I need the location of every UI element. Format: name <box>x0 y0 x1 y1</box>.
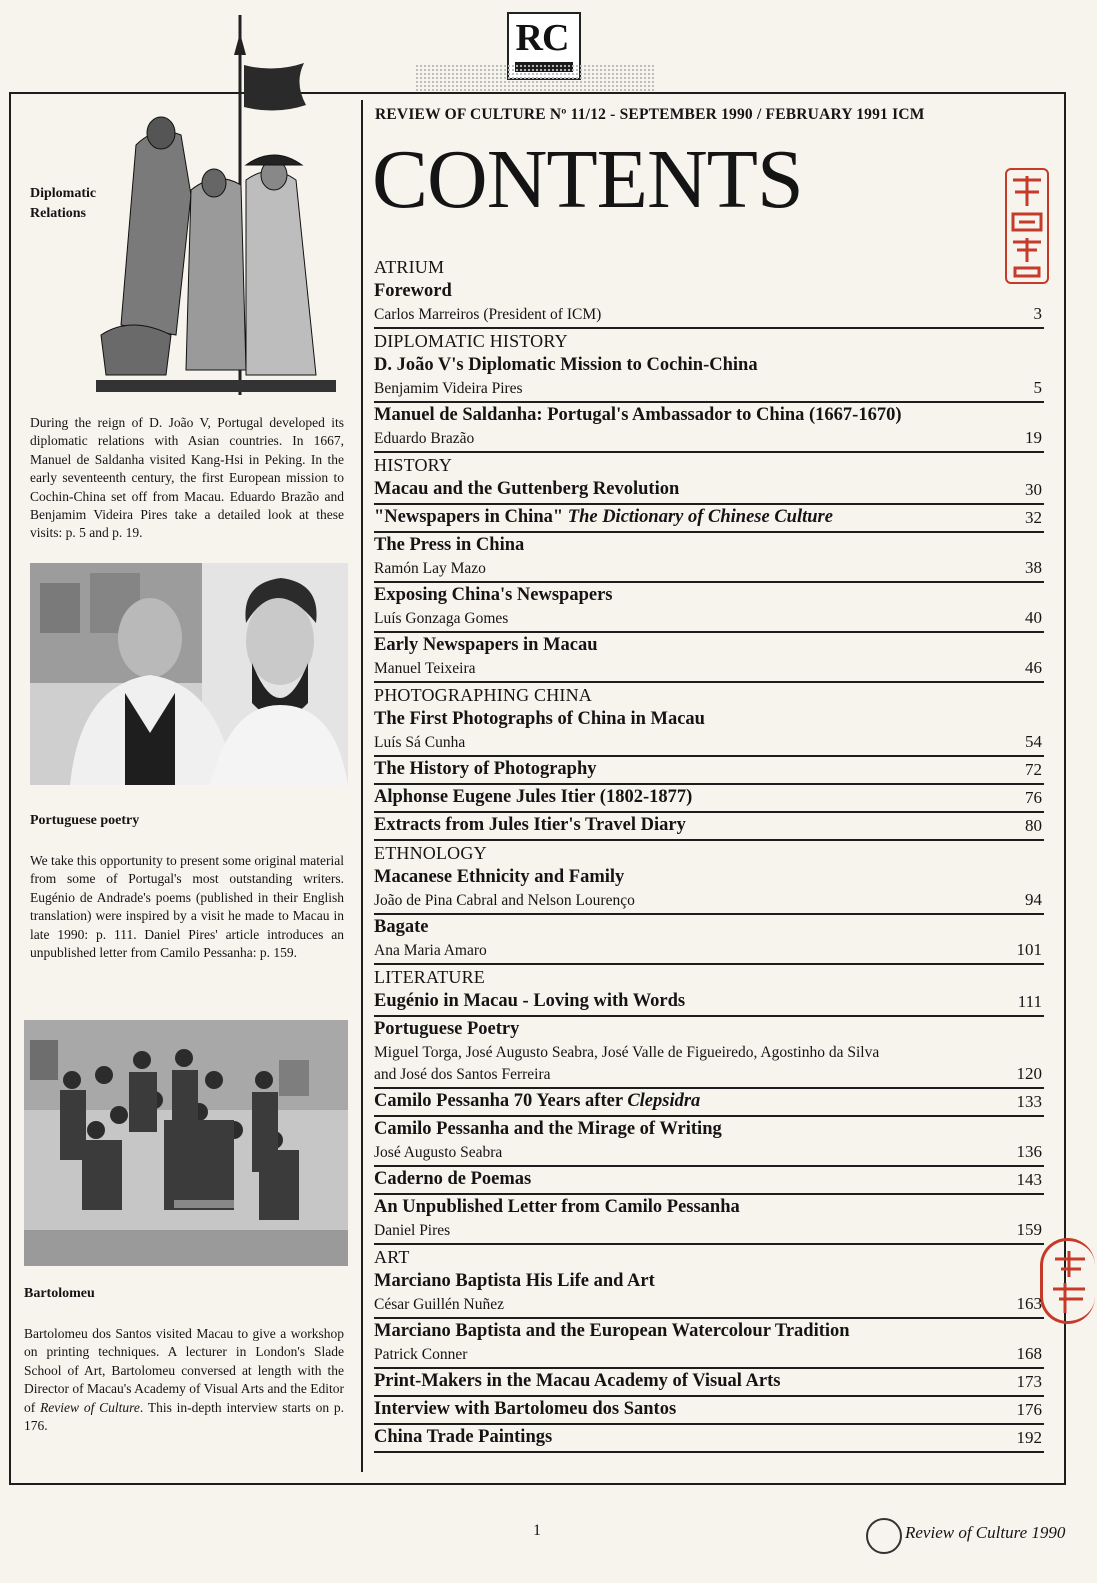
entry-title: China Trade Paintings <box>374 1427 553 1447</box>
entry-page: 111 <box>1017 992 1042 1011</box>
entry-page: 133 <box>1016 1092 1042 1111</box>
entry-title: Marciano Baptista and the European Watercolour Tradition <box>374 1321 850 1341</box>
entry-title: Eugénio in Macau - Loving with Words <box>374 991 686 1011</box>
toc-entry[interactable] <box>374 1195 1044 1245</box>
entry-page: 101 <box>1016 940 1042 959</box>
entry-title: Early Newspapers in Macau <box>374 635 598 655</box>
engraving-svg <box>96 5 336 405</box>
entry-author-cont: and José dos Santos Ferreira <box>374 1066 551 1083</box>
toc-entry[interactable] <box>374 505 1044 533</box>
bartolomeu-text-pre: Bartolomeu dos Santos visited Macau to give a workshop on printing techniques. A lecturer in London's Slade School of Art, Bartolomeu conversed at length with the Director of Macau's Academy of Visual Arts and the Editor of <box>24 1326 344 1415</box>
entry-page: 19 <box>1025 428 1042 447</box>
toc-entry[interactable] <box>374 1089 1044 1117</box>
entry-title: Manuel de Saldanha: Portugal's Ambassador to China (1667-1670) <box>374 405 902 425</box>
entry-title <box>374 1089 700 1114</box>
entry-page: 94 <box>1025 890 1042 909</box>
entry-title: Alphonse Eugene Jules Itier (1802-1877) <box>374 787 693 807</box>
entry-page: 54 <box>1025 732 1042 751</box>
entry-page: 5 <box>1033 378 1042 397</box>
toc-entry[interactable] <box>374 915 1044 965</box>
entry-page: 159 <box>1016 1220 1042 1239</box>
footer-brand: Review of Culture 1990 <box>905 1523 1066 1542</box>
entry-page: 168 <box>1016 1344 1042 1363</box>
entry-author: Luís Sá Cunha <box>374 734 466 751</box>
toc-entry[interactable] <box>374 1167 1044 1195</box>
entry-title-text: "Newspapers in China" <box>374 507 568 527</box>
section-heading: DIPLOMATIC HISTORY <box>374 331 568 351</box>
entry-title: Caderno de Poemas <box>374 1169 532 1189</box>
section-heading: LITERATURE <box>374 967 485 987</box>
entry-page: 176 <box>1016 1400 1042 1419</box>
toc-entry[interactable] <box>374 633 1044 683</box>
entry-author: Miguel Torga, José Augusto Seabra, José Valle de Figueiredo, Agostinho da Silva <box>374 1044 880 1061</box>
entry-author: Eduardo Brazão <box>374 430 475 447</box>
entry-title: D. João V's Diplomatic Mission to Cochin-China <box>374 355 758 375</box>
entry-author: Ana Maria Amaro <box>374 942 487 959</box>
entry-page: 46 <box>1025 658 1042 677</box>
entry-page: 80 <box>1025 816 1042 835</box>
bartolomeu-caption <box>24 1325 344 1435</box>
bartolomeu-heading: Bartolomeu <box>24 1286 95 1301</box>
section-heading: ETHNOLOGY <box>374 843 487 863</box>
toc-entry[interactable] <box>374 1369 1044 1397</box>
entry-page: 30 <box>1025 480 1042 499</box>
toc-entry[interactable] <box>374 403 1044 453</box>
page-title: CONTENTS <box>372 133 803 226</box>
poetry-caption: We take this opportunity to present some original material from some of Portugal's most outstanding writers. Eugénio de Andrade's poems (published in their English translation) were inspired by a visit he made to Macau in late 1990: p. 111. Daniel Pires' article introduces an unpublished letter from Camilo Pessanha: p. 159. <box>30 853 344 961</box>
toc-entry[interactable] <box>374 583 1044 633</box>
entry-page: 3 <box>1033 304 1042 323</box>
entry-title: Portuguese Poetry <box>374 1019 520 1039</box>
entry-author: Ramón Lay Mazo <box>374 560 486 577</box>
entry-author: César Guillén Nuñez <box>374 1296 504 1313</box>
toc-entry[interactable] <box>374 353 1044 403</box>
entry-page: 32 <box>1025 508 1042 527</box>
diplomatic-heading: Diplomatic Relations <box>30 186 97 221</box>
entry-page: 136 <box>1016 1142 1042 1161</box>
toc-entry[interactable] <box>374 477 1044 505</box>
entry-title: Interview with Bartolomeu dos Santos <box>374 1399 677 1419</box>
entry-title: Marciano Baptista His Life and Art <box>374 1271 655 1291</box>
toc-entry[interactable] <box>374 533 1044 583</box>
masthead: REVIEW OF CULTURE Nº 11/12 - SEPTEMBER 1990 / FEBRUARY 1991 ICM <box>375 106 925 123</box>
diplomatic-engraving <box>96 5 336 405</box>
rc-logo: RC <box>515 17 569 59</box>
toc-entry[interactable] <box>374 989 1044 1017</box>
toc-entry[interactable] <box>374 1117 1044 1167</box>
table-of-contents <box>374 255 1044 1453</box>
section-heading: HISTORY <box>374 455 453 475</box>
entry-page: 72 <box>1025 760 1042 779</box>
toc-entry[interactable] <box>374 1397 1044 1425</box>
entry-author: José Augusto Seabra <box>374 1144 503 1161</box>
toc-entry[interactable] <box>374 707 1044 757</box>
bartolomeu-text-em: Review of Culture <box>40 1399 140 1415</box>
entry-title: An Unpublished Letter from Camilo Pessanha <box>374 1197 740 1217</box>
entry-title: Extracts from Jules Itier's Travel Diary <box>374 815 686 835</box>
entry-title: Macau and the Guttenberg Revolution <box>374 479 680 499</box>
toc-entry[interactable] <box>374 279 1044 329</box>
toc-entry[interactable] <box>374 1017 1044 1089</box>
entry-page: 163 <box>1016 1294 1042 1313</box>
entry-author: Carlos Marreiros (President of ICM) <box>374 306 602 323</box>
poetry-heading: Portuguese poetry <box>30 813 140 828</box>
entry-page: 40 <box>1025 608 1042 627</box>
toc-entry[interactable] <box>374 785 1044 813</box>
entry-page: 143 <box>1016 1170 1042 1189</box>
toc-entry[interactable] <box>374 1425 1044 1453</box>
entry-title: The History of Photography <box>374 759 597 779</box>
entry-title: Bagate <box>374 917 429 937</box>
entry-author: João de Pina Cabral and Nelson Lourenço <box>374 892 635 909</box>
entry-title: Print-Makers in the Macau Academy of Visual Arts <box>374 1371 781 1391</box>
section-heading: PHOTOGRAPHING CHINA <box>374 685 592 705</box>
emblem-icon <box>866 1518 902 1554</box>
entry-page: 173 <box>1016 1372 1042 1391</box>
entry-author: Manuel Teixeira <box>374 660 476 677</box>
section-heading: ART <box>374 1247 410 1267</box>
entry-title <box>374 505 833 530</box>
poet-photo <box>30 563 348 785</box>
toc-entry[interactable] <box>374 813 1044 841</box>
toc-entry[interactable] <box>374 757 1044 785</box>
toc-entry[interactable] <box>374 865 1044 915</box>
entry-page: 76 <box>1025 788 1042 807</box>
entry-page: 192 <box>1016 1428 1042 1447</box>
entry-author: Daniel Pires <box>374 1222 451 1239</box>
entry-title: The Press in China <box>374 535 525 555</box>
entry-title-italic: Clepsidra <box>627 1091 701 1111</box>
column-divider <box>361 100 363 1472</box>
entry-author: Patrick Conner <box>374 1346 468 1363</box>
entry-author: Benjamim Videira Pires <box>374 380 523 397</box>
entry-title-text: Camilo Pessanha 70 Years after <box>374 1091 628 1111</box>
section-heading: ATRIUM <box>374 257 445 277</box>
entry-title: Macanese Ethnicity and Family <box>374 867 625 887</box>
workshop-group-photo <box>24 1020 348 1266</box>
entry-title-italic: The Dictionary of Chinese Culture <box>567 507 833 527</box>
entry-page: 38 <box>1025 558 1042 577</box>
entry-title: Foreword <box>374 281 452 301</box>
entry-title: Camilo Pessanha and the Mirage of Writing <box>374 1119 722 1139</box>
bartolomeu-text-post: . This in-depth interview starts on p. 176. <box>24 1399 344 1434</box>
entry-title: The First Photographs of China in Macau <box>374 709 705 729</box>
diplomatic-caption: During the reign of D. João V, Portugal developed its diplomatic relations with Asian countries. In 1667, Manuel de Saldanha visited Kang-Hsi in Peking. In the early seventeenth century, the first European mission to Cochin-China set off from Macau. Eduardo Brazão and Benjamim Videira Pires take a detailed look at these visits: p. 5 and p. 19. <box>30 415 344 541</box>
toc-entry[interactable] <box>374 1319 1044 1369</box>
entry-author: Luís Gonzaga Gomes <box>374 610 509 627</box>
halftone-strip <box>415 64 655 92</box>
entry-page: 120 <box>1016 1064 1042 1083</box>
page-number: 1 <box>533 1522 541 1539</box>
toc-entry[interactable] <box>374 1269 1044 1319</box>
round-red-seal <box>1040 1238 1095 1324</box>
entry-title: Exposing China's Newspapers <box>374 585 613 605</box>
